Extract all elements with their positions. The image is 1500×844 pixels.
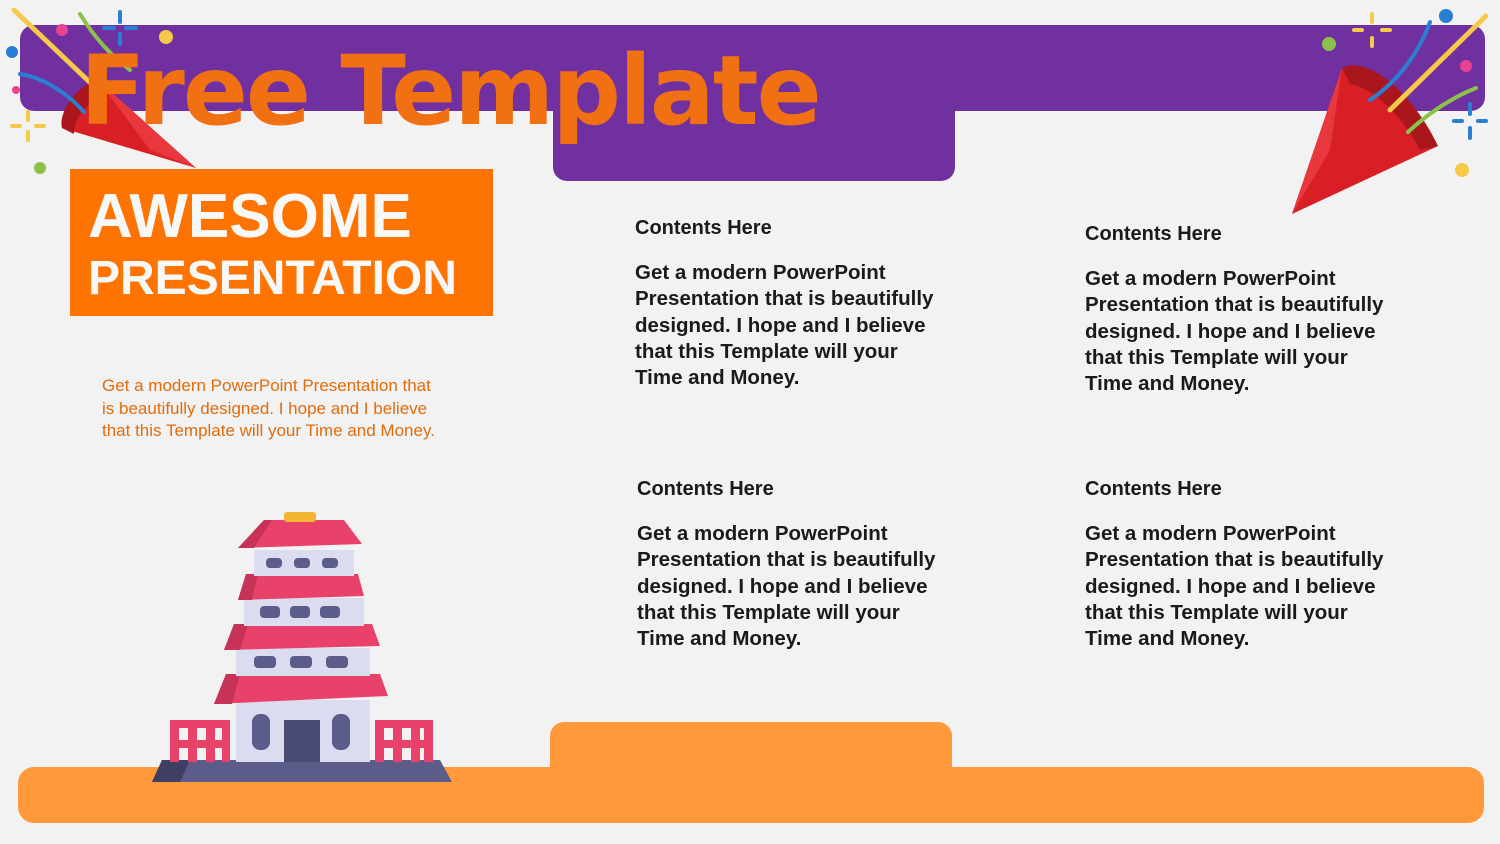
party-popper-icon <box>1280 0 1500 220</box>
main-title: Free Template <box>80 35 820 147</box>
subtitle-line-2: PRESENTATION <box>88 252 457 305</box>
content-heading: Contents Here <box>635 217 772 239</box>
intro-paragraph: Get a modern PowerPoint Presentation that is beautifully designed. I hope and I believe that this Template will your Time and Money. <box>102 376 435 441</box>
content-block <box>1085 222 1385 397</box>
content-body: Get a modern PowerPoint Presentation that is beautifully designed. I hope and I believe that this Template will your Time and Money. <box>637 522 936 651</box>
content-body: Get a modern PowerPoint Presentation that is beautifully designed. I hope and I believe that this Template will your Time and Money. <box>1085 522 1384 651</box>
subtitle-line-1: AWESOME <box>88 182 412 251</box>
content-block <box>637 477 937 652</box>
content-block <box>635 216 935 391</box>
content-heading: Contents Here <box>1085 478 1222 500</box>
content-body: Get a modern PowerPoint Presentation that is beautifully designed. I hope and I believe that this Template will your Time and Money. <box>1085 267 1384 396</box>
content-body: Get a modern PowerPoint Presentation that is beautifully designed. I hope and I believe that this Template will your Time and Money. <box>635 261 934 390</box>
pagoda-icon <box>150 508 455 788</box>
content-heading: Contents Here <box>637 478 774 500</box>
content-heading: Contents Here <box>1085 223 1222 245</box>
content-block <box>1085 477 1385 652</box>
